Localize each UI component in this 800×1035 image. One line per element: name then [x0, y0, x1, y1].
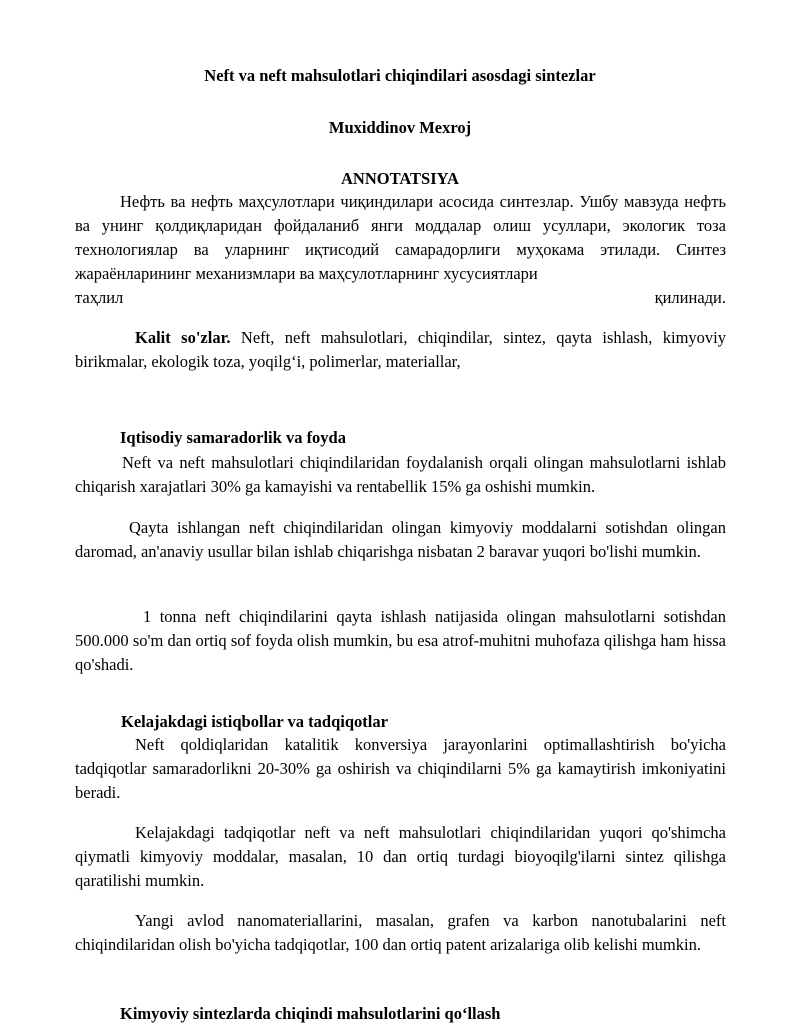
annotation-paragraph: [75, 190, 726, 286]
annotation-text: Нефть ва нефть маҳсулотлари чиқиндилари асосида синтезлар. Ушбу мавзуда нефть ва унинг қолдиқларидан фойдаланиб янги моддалар олиш усуллари, экологик тоза технологиялар ва уларнинг иқтисодий самарадорлиги муҳокама этилади. Синтез жараёнларининг механизмлари ва маҳсулотларнинг хусусиятлари: [75, 192, 726, 283]
section-heading: Kelajakdagi istiqbollar va tadqiqotlar: [121, 712, 388, 731]
section-paragraph: Neft va neft mahsulotlari chiqindilaridan foydalanish orqali olingan mahsulotlarni ishlab chiqarish xarajatlari 30% ga kamayishi va rentabellik 15% ga oshishi mumkin.: [75, 453, 726, 496]
author-name: Muxiddinov Mexroj: [328, 118, 472, 137]
section-paragraph: Neft qoldiqlaridan katalitik konversiya jarayonlarini optimallashtirish bo'yicha tadqiqotlar samaradorlikni 20-30% ga oshirish va chiqindilarni 5% ga kamaytirish imkoniyatini beradi.: [75, 735, 726, 802]
section-heading: Kimyoviy sintezlarda chiqindi mahsulotlarini qo‘llash: [120, 1004, 501, 1023]
keywords-text: Neft, neft mahsulotlari, chiqindilar, sintez, qayta ishlash, kimyoviy birikmalar, ekologik toza, yoqilg‘i, polimerlar, materiallar,: [75, 328, 726, 371]
document-title: Neft va neft mahsulotlari chiqindilari asosdagi sintezlar: [204, 66, 596, 85]
keywords-label: Kalit so'zlar.: [135, 328, 231, 347]
section-paragraph: 1 tonna neft chiqindilarini qayta ishlash natijasida olingan mahsulotlarni sotishdan 500.000 so'm dan ortiq sof foyda olish mumkin, bu esa atrof-muhitni muhofaza qilishga ham hissa qo'shadi.: [75, 607, 726, 674]
section-heading: Iqtisodiy samaradorlik va foyda: [120, 428, 346, 447]
section-paragraph: Yangi avlod nanomateriallarini, masalan, grafen va karbon nanotubalarini neft chiqindilaridan olish bo'yicha tadqiqotlar, 100 dan ortiq patent arizalariga olib kelishi mumkin.: [75, 911, 726, 954]
annotation-last-line: таҳлил қилинади.: [75, 288, 726, 307]
section-paragraph: Qayta ishlangan neft chiqindilaridan olingan kimyoviy moddalarni sotishdan olingan daromad, an'anaviy usullar bilan ishlab chiqarishga nisbatan 2 baravar yuqori bo'lishi mumkin.: [75, 518, 726, 561]
section-paragraph: Kelajakdagi tadqiqotlar neft va neft mahsulotlari chiqindilaridan yuqori qo'shimcha qiymatli kimyoviy moddalar, masalan, 10 dan ortiq turdagi bioyoqilg'ilarni sintez qilishga qaratilishi mumkin.: [75, 823, 726, 890]
annotation-heading: ANNOTATSIYA: [341, 169, 459, 188]
keywords-paragraph: [75, 326, 726, 374]
